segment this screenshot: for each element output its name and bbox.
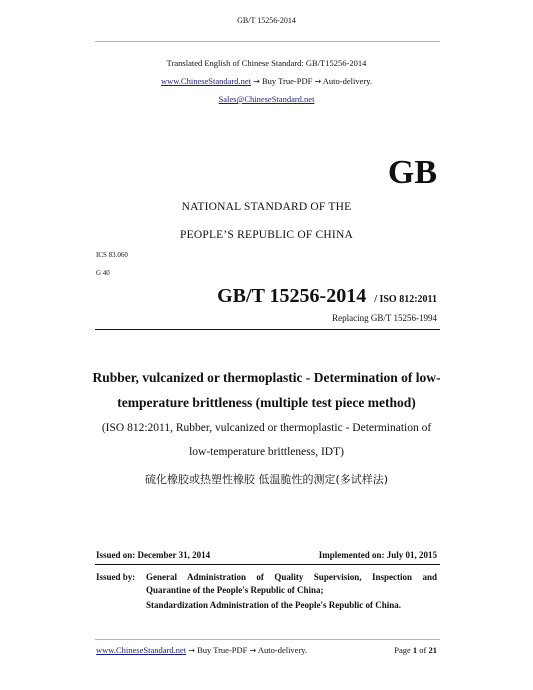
header-email-link[interactable]: Sales@ChineseStandard.net [218,94,315,104]
issued-by-label: Issued by: [96,572,136,582]
iso-number: / ISO 812:2011 [374,294,437,305]
title-divider [95,329,440,330]
standard-number-row [217,285,437,308]
translated-line: Translated English of Chinese Standard: GB/T15256-2014 [166,58,367,68]
issued-by-line-2: Quarantine of the People's Republic of China; [146,585,324,595]
header-buy-text: Buy True-PDF [262,76,313,86]
iso-line-1: (ISO 812:2011, Rubber, vulcanized or thermoplastic - Determination of [101,422,432,434]
arrow-right-icon: → [253,77,260,86]
arrow-right-icon: → [314,77,322,86]
issued-by-line-3: Standardization Administration of the People's Republic of China. [146,600,402,610]
title-line-1: Rubber, vulcanized or thermoplastic - Determination of low- [92,370,441,385]
header-divider [95,41,440,42]
g-code: G 40 [96,269,110,277]
footer-auto-text: Auto-delivery. [257,645,308,655]
header-doc-code: GB/T 15256-2014 [237,16,296,25]
page-indicator [394,645,437,655]
page-of: of [419,645,427,655]
header-site-link[interactable]: www.ChineseStandard.net [160,76,252,86]
page-total: 21 [428,645,437,655]
page-label: Page [394,645,411,655]
implemented-on: Implemented on: July 01, 2015 [318,550,437,560]
national-line-1: NATIONAL STANDARD OF THE [181,201,352,213]
chinese-title: 硫化橡胶或热塑性橡胶 低温脆性的测定(多试样法) [144,473,389,486]
header-links-row [0,76,533,86]
standard-number: GB/T 15256-2014 [217,285,367,307]
footer-links-row [96,645,307,655]
page-current: 1 [412,645,418,655]
ics-code: ICS 83.060 [96,251,128,259]
issued-divider [95,564,440,565]
title-line-2: temperature brittleness (multiple test piece method) [117,395,416,410]
footer-divider [95,639,440,640]
gb-logo: GB [387,154,437,191]
iso-line-2: low-temperature brittleness, IDT) [189,446,344,458]
issued-on: Issued on: December 31, 2014 [96,550,211,560]
issued-by-line-1: General Administration of Quality Supervision, Inspection and [146,572,437,582]
header-auto-text: Auto-delivery. [322,76,373,86]
national-line-2: PEOPLE’S REPUBLIC OF CHINA [180,229,353,241]
arrow-right-icon: → [249,646,257,655]
footer-site-link[interactable]: www.ChineseStandard.net [96,645,187,655]
replacing-line: Replacing GB/T 15256-1994 [332,313,437,323]
footer-buy-text: Buy True-PDF [197,645,248,655]
arrow-right-icon: → [188,646,195,655]
